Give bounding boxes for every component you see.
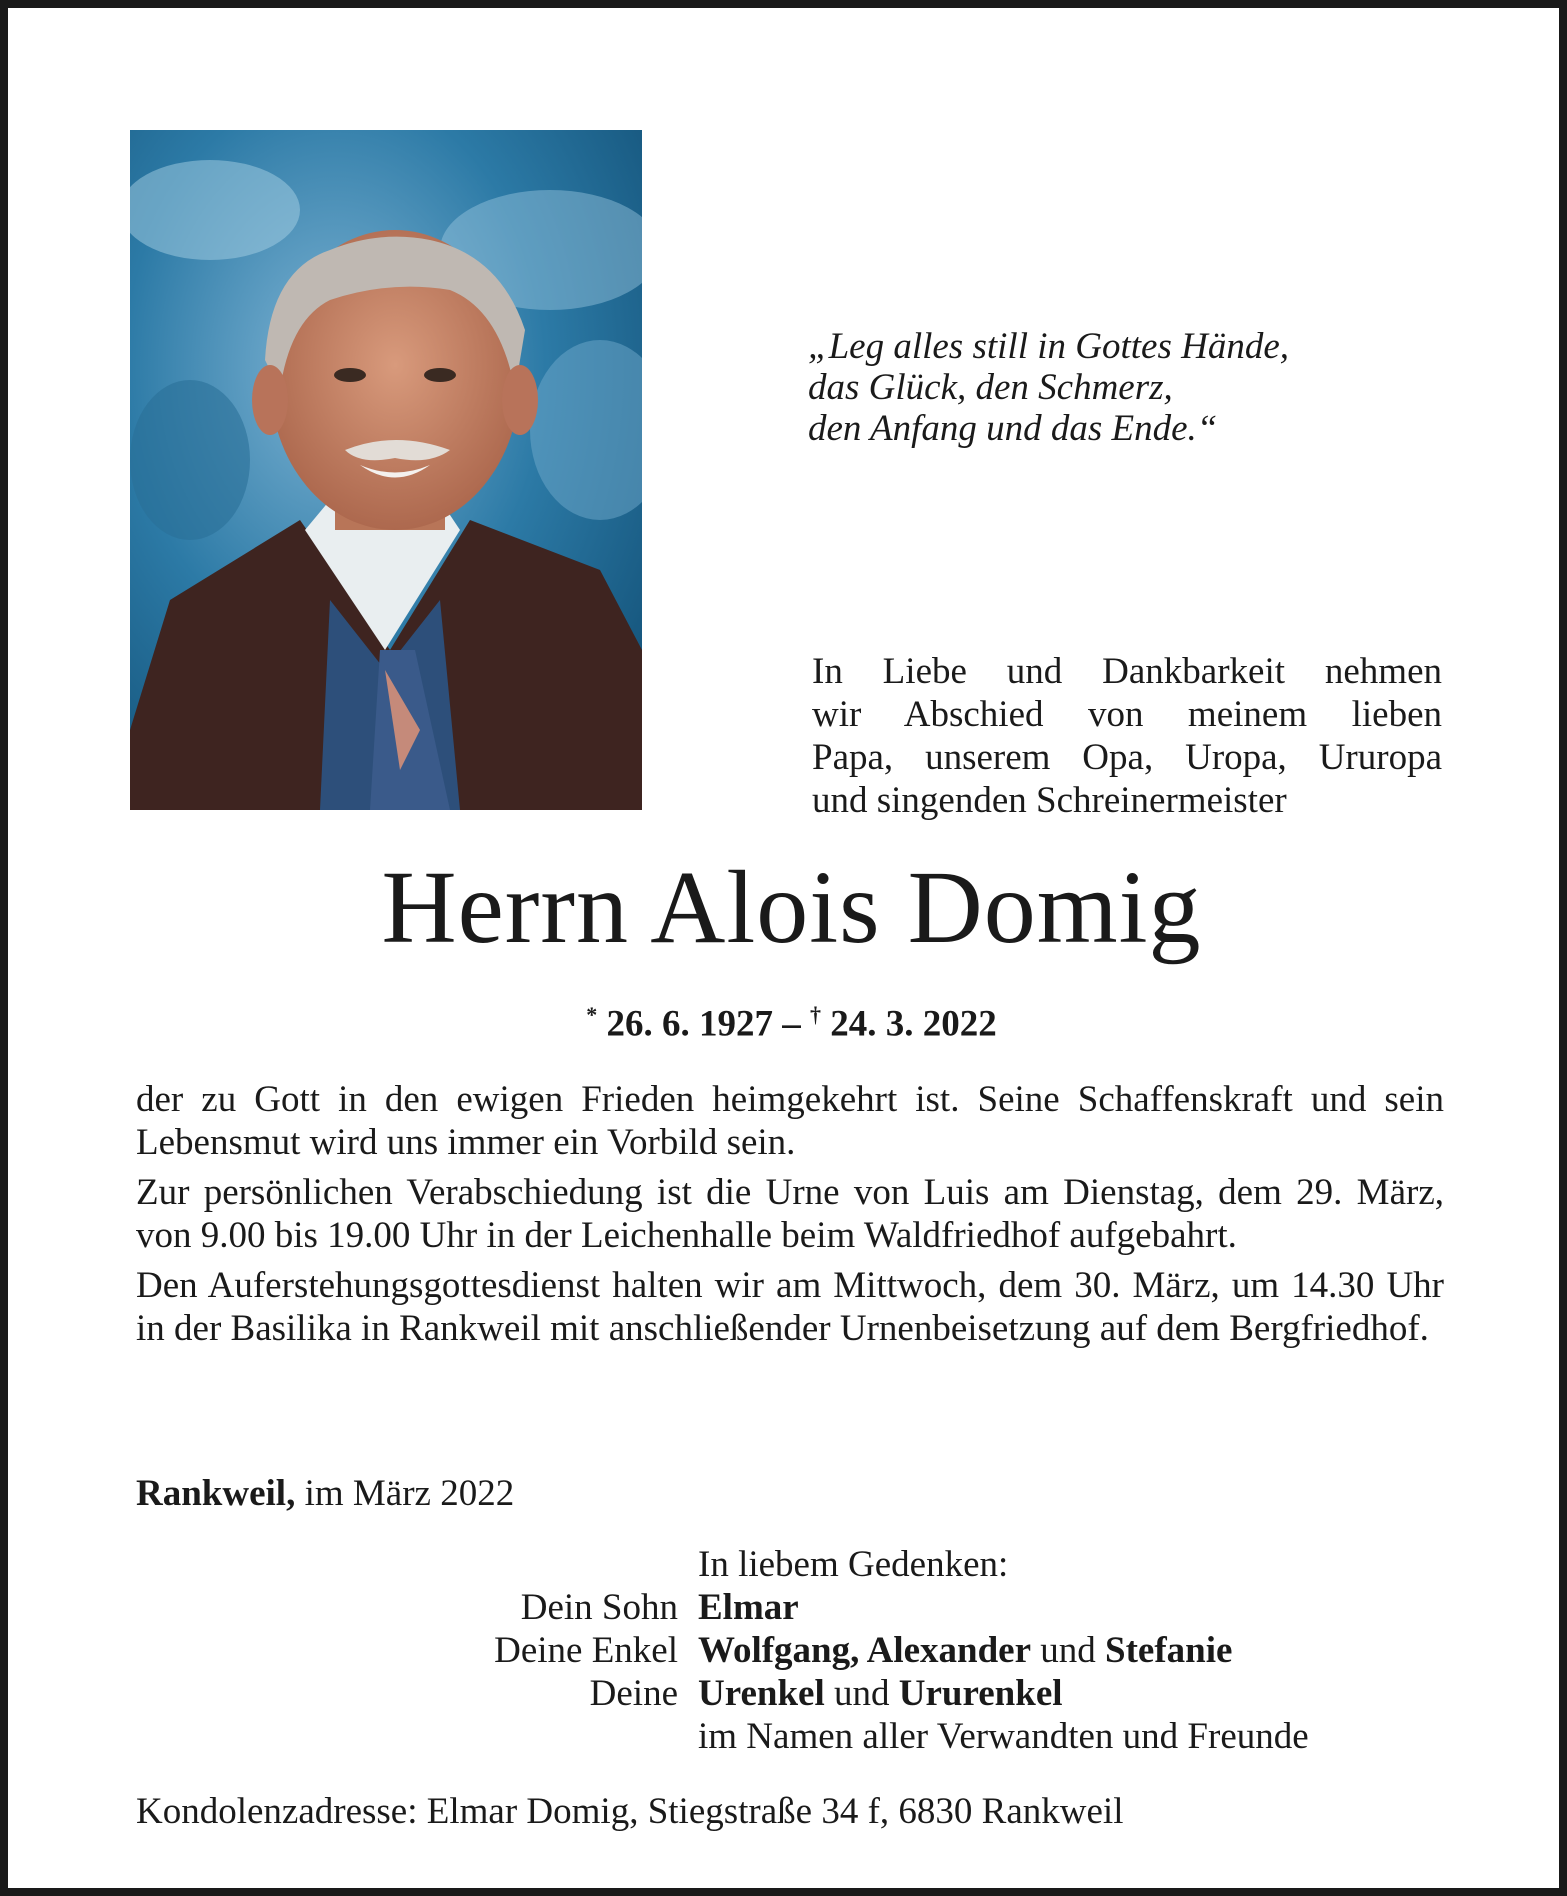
mourners-block	[136, 1543, 1444, 1758]
mourners-heading: In liebem Gedenken:	[698, 1544, 1009, 1585]
memorial-quote	[808, 326, 1289, 449]
birth-date: 26. 6. 1927	[606, 1003, 773, 1045]
intro-line: In Liebe und Dankbarkeit nehmen	[812, 651, 1442, 692]
place-date	[136, 1472, 514, 1515]
life-dates	[8, 993, 1567, 1046]
great-label: Deine	[589, 1673, 678, 1714]
mourners-closing-row	[136, 1715, 1444, 1758]
body-paragraph: Zur persönlichen Verabschiedung ist die Urne von Luis am Dienstag, dem 29. März, von 9.00 bis 19.00 Uhr in der Leichenhalle beim Waldfriedhof aufgebahrt.	[136, 1172, 1444, 1256]
place-city: Rankweil,	[136, 1473, 296, 1514]
intro-line: wir Abschied von meinem lieben	[812, 694, 1442, 735]
condolence-address: Kondolenzadresse: Elmar Domig, Stiegstraße 34 f, 6830 Rankweil	[136, 1791, 1124, 1832]
quote-line: den Anfang und das Ende.“	[808, 408, 1218, 449]
death-symbol: †	[810, 1002, 821, 1027]
mourners-heading-row	[136, 1543, 1444, 1586]
grandchildren-conjunction: und	[1040, 1630, 1096, 1671]
great-great-grandchildren: Ururenkel	[898, 1673, 1063, 1714]
great-conjunction: und	[834, 1673, 890, 1714]
great-grandchildren: Urenkel	[698, 1673, 825, 1714]
mourner-row-son	[136, 1586, 1444, 1629]
son-name: Elmar	[698, 1587, 799, 1628]
body-paragraph: der zu Gott in den ewigen Frieden heimgekehrt ist. Seine Schaffenskraft und sein Lebensmut wird uns immer ein Vorbild sein.	[136, 1079, 1444, 1163]
grandchildren-name-last: Stefanie	[1105, 1630, 1233, 1671]
mourner-row-grandchildren	[136, 1629, 1444, 1672]
body-paragraph: Den Auferstehungsgottesdienst halten wir am Mittwoch, dem 30. März, um 14.30 Uhr in der Basilika in Rankweil mit anschließender Urnenbeisetzung auf dem Bergfriedhof.	[136, 1265, 1444, 1349]
intro-line: Papa, unserem Opa, Uropa, Ururopa	[812, 737, 1442, 778]
announcement-body	[136, 1078, 1444, 1357]
death-date: 24. 3. 2022	[830, 1003, 997, 1045]
son-label: Dein Sohn	[520, 1587, 678, 1628]
mourner-row-great	[136, 1672, 1444, 1715]
grandchildren-names: Wolfgang, Alexander	[698, 1630, 1032, 1671]
birth-symbol: *	[586, 1002, 598, 1027]
grandchildren-label: Deine Enkel	[494, 1630, 678, 1671]
quote-line: das Glück, den Schmerz,	[808, 367, 1173, 408]
intro-text	[812, 650, 1442, 822]
date-separator: –	[782, 1003, 801, 1045]
portrait-photo	[130, 130, 642, 810]
deceased-name: Herrn Alois Domig	[381, 850, 1202, 965]
place-month: im März 2022	[304, 1473, 515, 1514]
mourners-closing: im Namen aller Verwandten und Freunde	[698, 1716, 1309, 1757]
intro-line: und singenden Schreinermeister	[812, 780, 1287, 821]
quote-line: „Leg alles still in Gottes Hände,	[808, 326, 1289, 367]
